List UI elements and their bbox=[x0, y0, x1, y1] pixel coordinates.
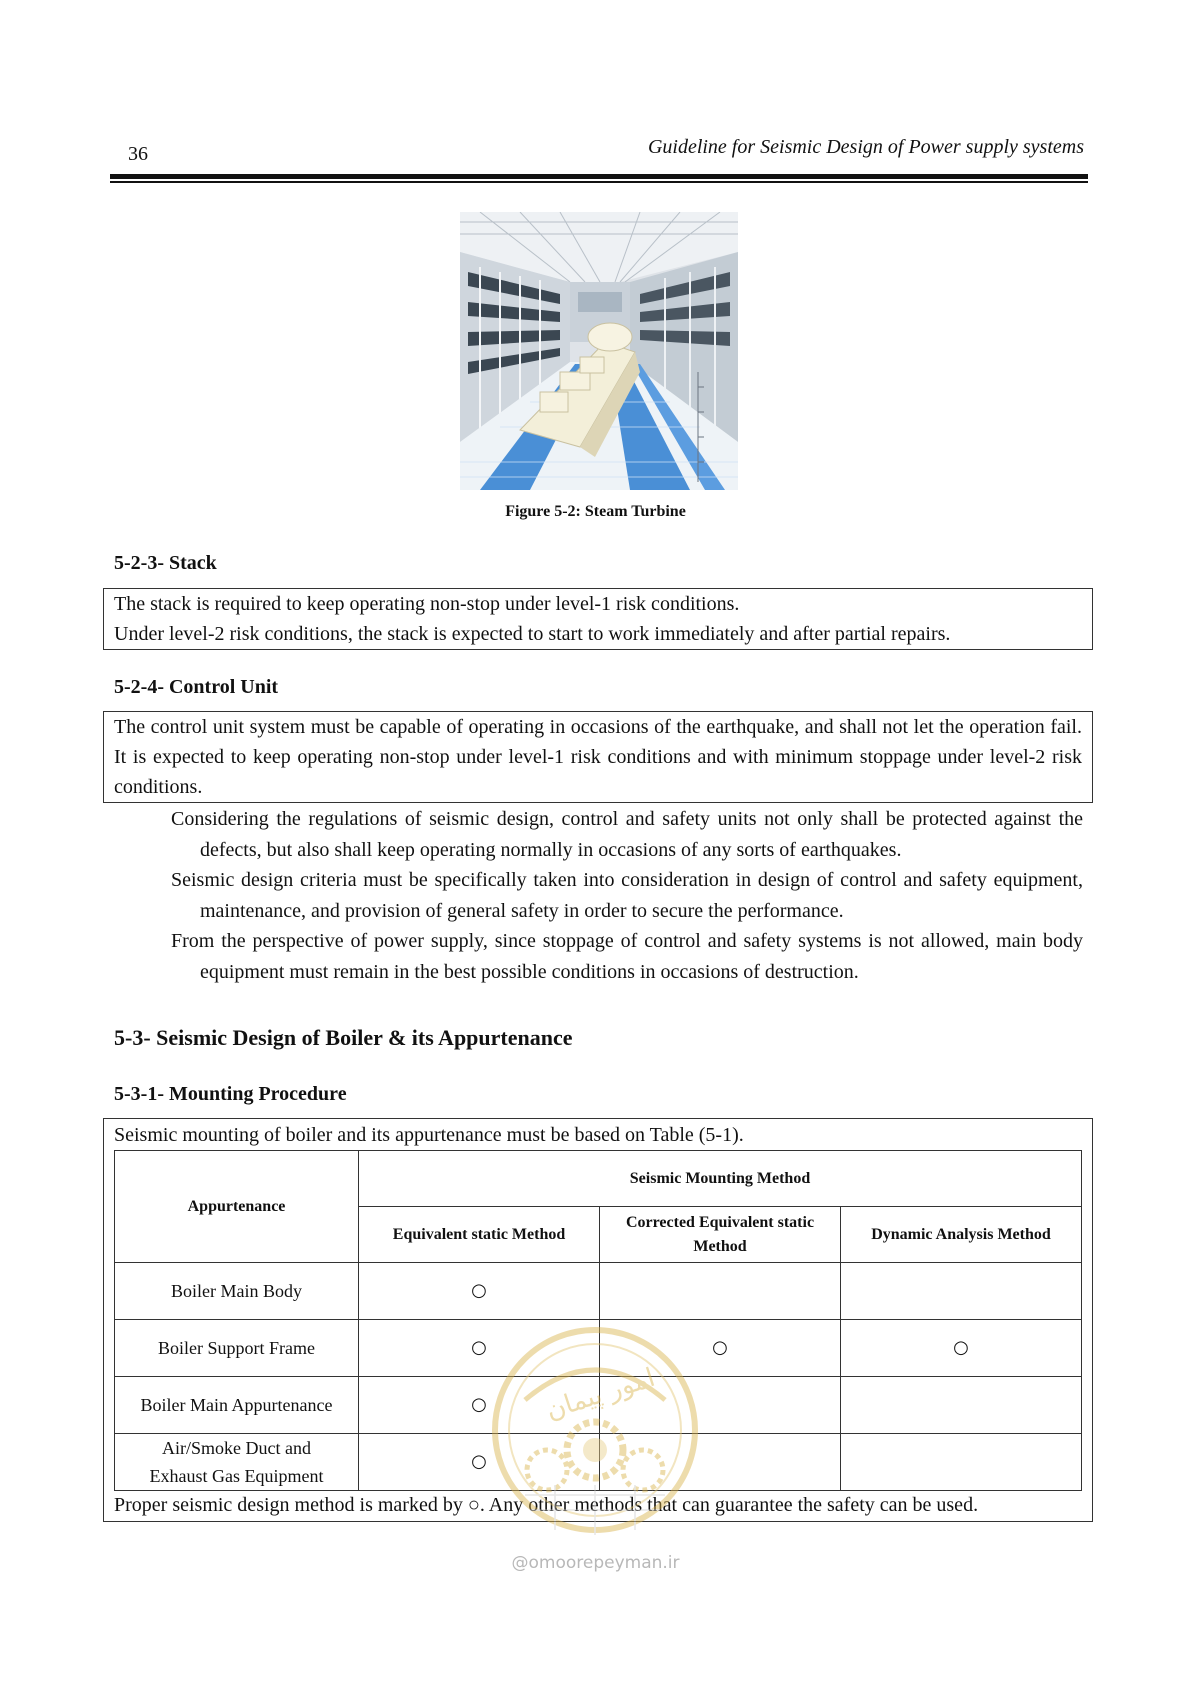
control-unit-text: The control unit system must be capable of operating in occasions of the earthquake, and shall not let the operation fail. It is expected to keep operating non-stop under level-1 risk conditions and with minimum stoppage under level-2 risk conditions. bbox=[114, 716, 1082, 798]
group-header: Seismic Mounting Method bbox=[359, 1151, 1082, 1207]
bullet-item: From the perspective of power supply, since stoppage of control and safety systems is not allowed, main body equipment must remain in the best possible conditions in occasions of destruction. bbox=[171, 930, 1083, 983]
method-header: Corrected Equivalent static Method bbox=[600, 1207, 841, 1263]
mounting-intro: Seismic mounting of boiler and its appurtenance must be based on Table (5-1). bbox=[114, 1124, 744, 1146]
row-name: Boiler Support Frame bbox=[115, 1320, 359, 1377]
header-rule-thin bbox=[110, 181, 1088, 183]
stack-box bbox=[103, 588, 1093, 650]
watermark-stamp-icon bbox=[485, 1320, 705, 1540]
mark-cell: ○ bbox=[600, 1320, 841, 1377]
heading-mounting: 5-3-1- Mounting Procedure bbox=[114, 1083, 347, 1105]
stack-line-2: Under level-2 risk conditions, the stack is expected to start to work immediately and after partial repairs. bbox=[114, 623, 951, 645]
stack-line-1: The stack is required to keep operating non-stop under level-1 risk conditions. bbox=[114, 593, 740, 615]
page-number: 36 bbox=[128, 143, 148, 165]
method-header: Equivalent static Method bbox=[359, 1207, 600, 1263]
mark-cell: ○ bbox=[359, 1320, 600, 1377]
mark-cell: ○ bbox=[841, 1320, 1082, 1377]
row-name: Boiler Main Appurtenance bbox=[115, 1377, 359, 1434]
heading-boiler: 5-3- Seismic Design of Boiler & its Appurtenance bbox=[114, 1025, 573, 1050]
mark-cell: ○ bbox=[359, 1263, 600, 1320]
row-name: Air/Smoke Duct and Exhaust Gas Equipment bbox=[115, 1434, 359, 1491]
heading-control-unit: 5-2-4- Control Unit bbox=[114, 676, 279, 698]
mark-cell bbox=[841, 1263, 1082, 1320]
mounting-footer: Proper seismic design method is marked by ○. Any other methods that can guarantee the safety can be used. bbox=[114, 1494, 979, 1516]
method-header: Dynamic Analysis Method bbox=[841, 1207, 1082, 1263]
running-title: Guideline for Seismic Design of Power supply systems bbox=[647, 136, 1084, 158]
watermark-text: @omoorepeyman.ir bbox=[511, 1553, 680, 1573]
stamp-script: امور پیمان bbox=[542, 1362, 659, 1427]
steam-turbine-photo bbox=[460, 212, 738, 490]
figure-caption: Figure 5-2: Steam Turbine bbox=[505, 503, 686, 520]
heading-stack: 5-2-3- Stack bbox=[114, 552, 217, 574]
control-unit-box bbox=[103, 711, 1093, 803]
control-unit-bullets bbox=[171, 804, 1083, 987]
bullet-item: Considering the regulations of seismic design, control and safety units not only shall be protected against the defects, but also shall keep operating normally in occasions of any sorts of earthquakes. bbox=[171, 808, 1083, 861]
mark-cell: ○ bbox=[359, 1434, 600, 1491]
table-row bbox=[115, 1263, 1082, 1320]
col-appurtenance: Appurtenance bbox=[115, 1151, 359, 1263]
mark-cell: ○ bbox=[359, 1377, 600, 1434]
header-rule bbox=[110, 174, 1088, 179]
mark-cell bbox=[841, 1434, 1082, 1491]
row-name: Boiler Main Body bbox=[115, 1263, 359, 1320]
mark-cell bbox=[841, 1377, 1082, 1434]
mark-cell bbox=[600, 1263, 841, 1320]
bullet-item: Seismic design criteria must be specifically taken into consideration in design of control and safety equipment, maintenance, and provision of general safety in order to secure the performance. bbox=[171, 869, 1083, 922]
